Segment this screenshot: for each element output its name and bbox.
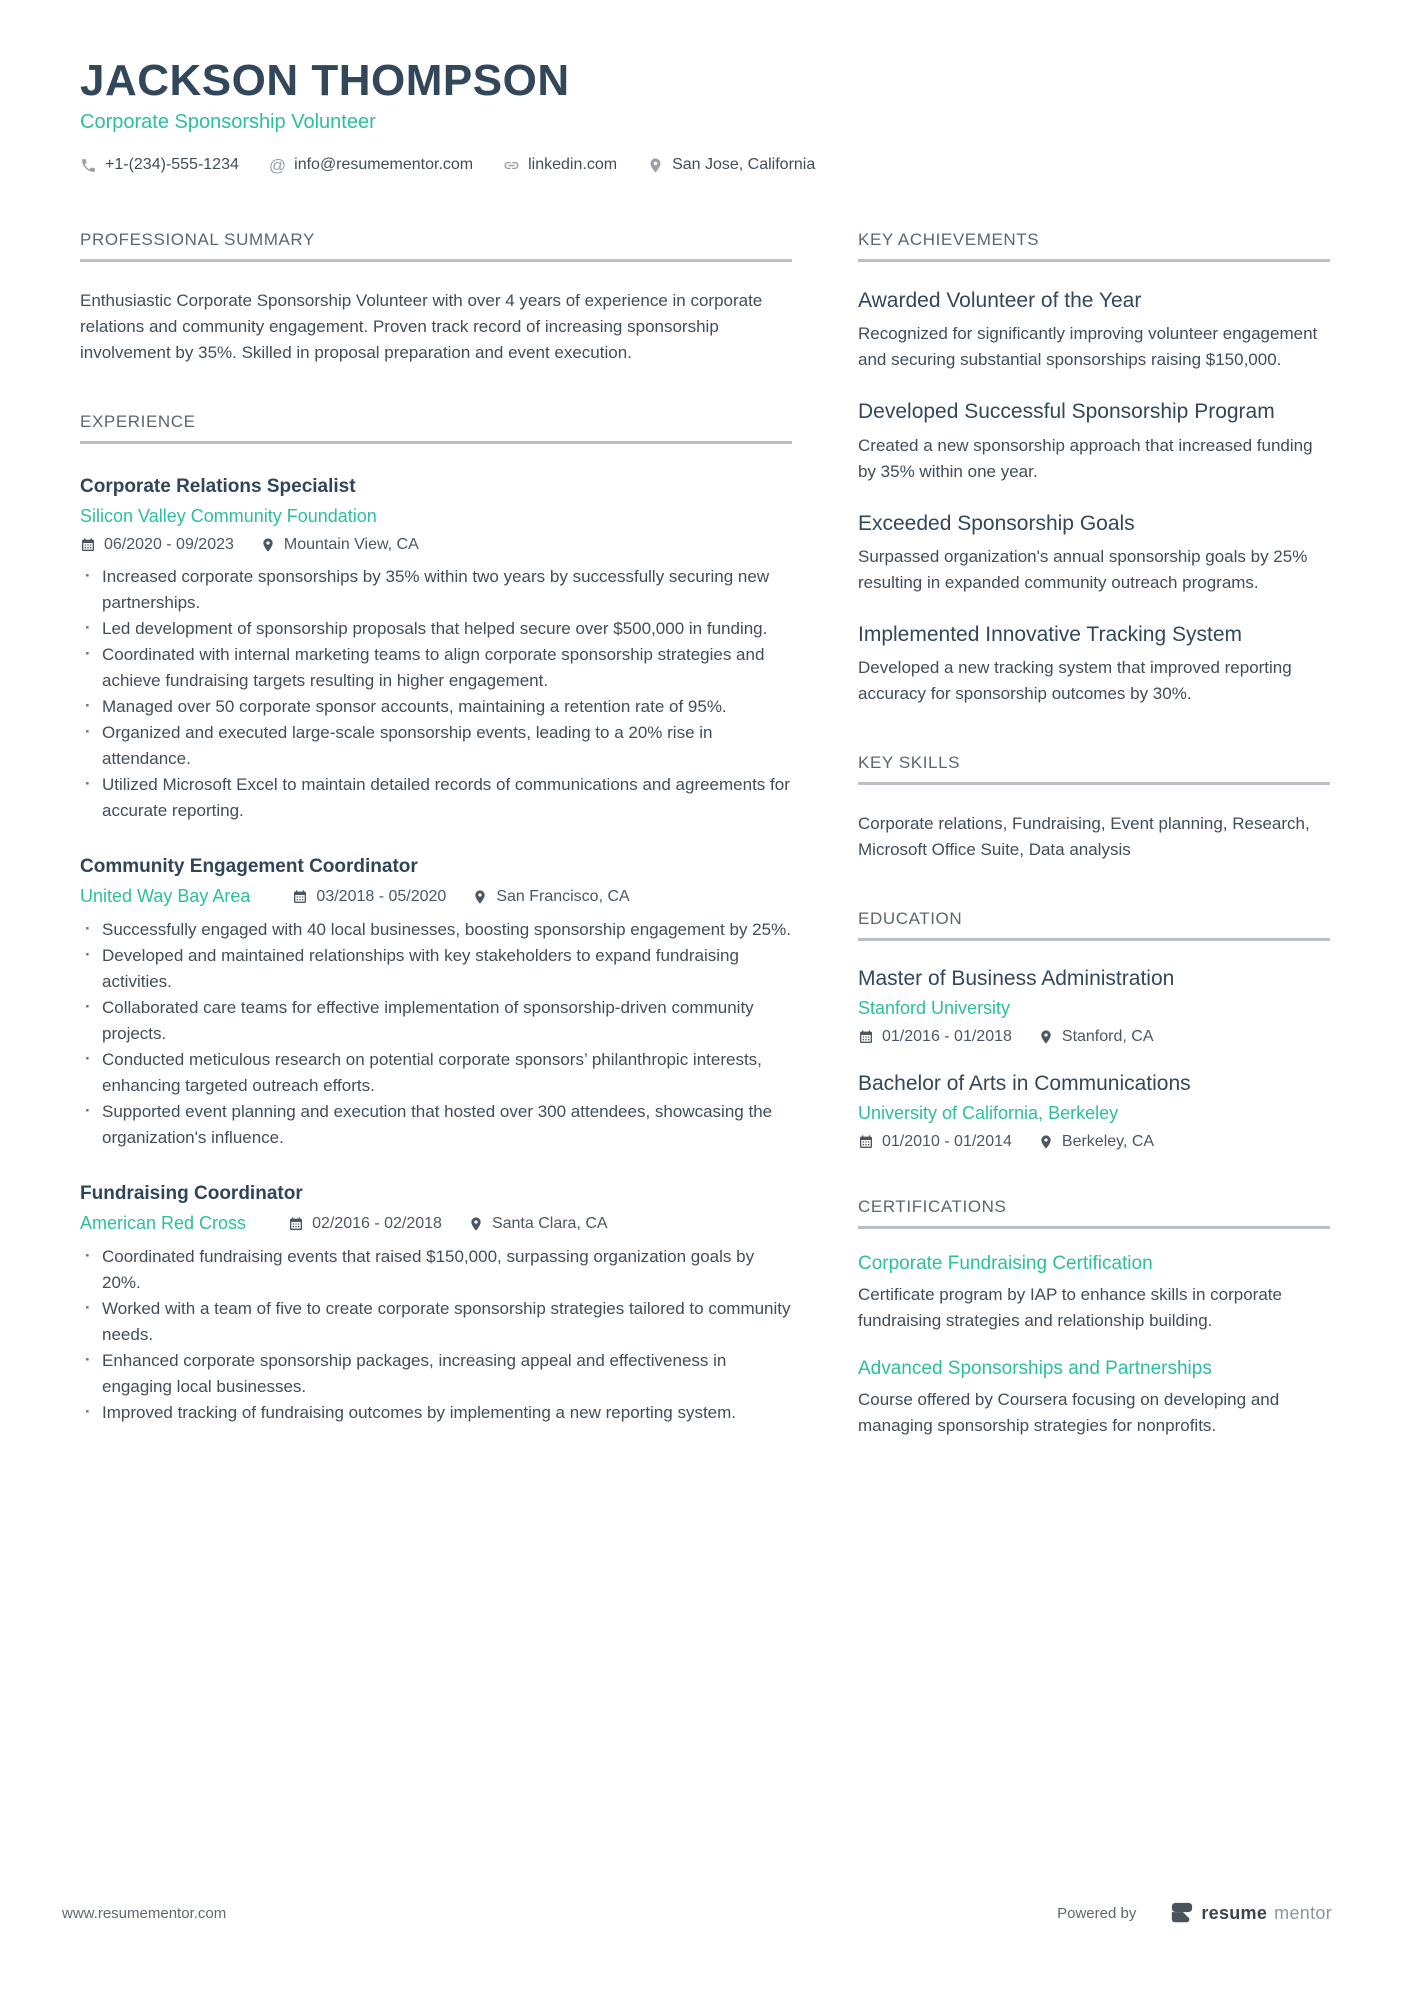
bullet-item: · Managed over 50 corporate sponsor accounts, maintaining a retention rate of 95%. (80, 694, 792, 720)
logo-text-resume: resume (1201, 1902, 1268, 1923)
bullet-item: · Developed and maintained relationships with key stakeholders to expand fundraising activities. (80, 943, 792, 995)
calendar-icon (292, 889, 308, 905)
achievement-title: Awarded Volunteer of the Year (858, 289, 1142, 313)
degree-dates-text: 01/2010 - 01/2014 (882, 1133, 1012, 1151)
degree-entry (858, 967, 1330, 1046)
degree-dates-text: 01/2016 - 01/2018 (882, 1028, 1012, 1046)
degree-location-text: Stanford, CA (1061, 1028, 1154, 1046)
achievement-title: Developed Successful Sponsorship Program (858, 400, 1275, 424)
powered-by-label: Powered by (1057, 1904, 1137, 1922)
job-title: Fundraising Coordinator (80, 1183, 303, 1205)
degree-school: University of California, Berkeley (858, 1103, 1119, 1124)
degree-meta (858, 1133, 1330, 1151)
bullet-item: · Collaborated care teams for effective implementation of sponsorship-driven community projects. (80, 995, 792, 1047)
job-location-text: Santa Clara, CA (491, 1214, 608, 1232)
at-icon: @ (268, 155, 287, 175)
job-location (472, 888, 629, 906)
section-education (858, 909, 1330, 1151)
summary-text: Enthusiastic Corporate Sponsorship Volunteer with over 4 years of experience in corporate relations and community engagement. Proven track record of increasing sponsorship involvement by 35%. Skilled in proposal preparation and event execution. (80, 291, 763, 363)
job-location (468, 1215, 608, 1233)
contact-location-text: San Jose, California (672, 156, 816, 174)
job-dates-text: 02/2016 - 02/2018 (312, 1214, 442, 1232)
degree-location (1038, 1028, 1154, 1046)
section-certifications (858, 1197, 1330, 1439)
job-bullets (80, 1244, 792, 1426)
pin-icon (472, 889, 488, 905)
contact-email[interactable] (269, 156, 473, 174)
achievement-title: Exceeded Sponsorship Goals (858, 511, 1135, 535)
job-company: American Red Cross (80, 1213, 247, 1234)
job-entry (80, 856, 792, 1151)
achievement-item (858, 621, 1330, 707)
bullet-item: · Coordinated with internal marketing teams to align corporate sponsorship strategies and achieve fundraising targets resulting in higher engagement. (80, 642, 792, 694)
achievement-text: Surpassed organization's annual sponsorship goals by 25% resulting in expanded community outreach programs. (858, 547, 1308, 593)
certification-text: Course offered by Coursera focusing on developing and managing sponsorship strategies for nonprofits. (858, 1390, 1280, 1436)
bullet-item: · Utilized Microsoft Excel to maintain detailed records of communications and agreements for accurate reporting. (80, 772, 792, 824)
job-dates (288, 1215, 442, 1233)
degree-entry (858, 1072, 1330, 1151)
degree-location-text: Berkeley, CA (1061, 1133, 1155, 1151)
pin-icon (468, 1216, 484, 1232)
job-meta (292, 888, 629, 906)
logo-mark-icon (1170, 1901, 1194, 1925)
certification-item (858, 1358, 1330, 1439)
job-entry (80, 1183, 792, 1426)
calendar-icon (80, 537, 96, 553)
degree-meta (858, 1028, 1330, 1046)
job-title: Corporate Relations Specialist (80, 476, 356, 498)
content-columns (0, 230, 1410, 1439)
certification-item (858, 1253, 1330, 1334)
certification-text: Certificate program by IAP to enhance skills in corporate fundraising strategies and relationship building. (858, 1285, 1282, 1331)
achievement-text: Developed a new tracking system that improved reporting accuracy for sponsorship outcomes by 30%. (858, 658, 1292, 704)
achievements-heading: KEY ACHIEVEMENTS (858, 230, 1330, 262)
job-entry (80, 476, 792, 824)
bullet-item: · Led development of sponsorship proposals that helped secure over $500,000 in funding. (80, 616, 792, 642)
bullet-item: · Improved tracking of fundraising outcomes by implementing a new reporting system. (80, 1400, 792, 1426)
education-heading: EDUCATION (858, 909, 1330, 941)
pin-icon (1038, 1029, 1054, 1045)
job-company: United Way Bay Area (80, 886, 251, 907)
experience-heading: EXPERIENCE (80, 412, 792, 444)
achievement-item (858, 398, 1330, 484)
bullet-item: · Coordinated fundraising events that raised $150,000, surpassing organization goals by 20%. (80, 1244, 792, 1296)
certification-title: Advanced Sponsorships and Partnerships (858, 1358, 1212, 1380)
job-title: Community Engagement Coordinator (80, 856, 418, 878)
bullet-item: · Worked with a team of five to create corporate sponsorship strategies tailored to community needs. (80, 1296, 792, 1348)
job-dates (292, 888, 446, 906)
skills-text: Corporate relations, Fundraising, Event planning, Research, Microsoft Office Suite, Data analysis (858, 814, 1310, 860)
powered-by (1057, 1901, 1332, 1925)
contact-phone (80, 156, 239, 174)
certification-title: Corporate Fundraising Certification (858, 1253, 1153, 1275)
candidate-name: JACKSON THOMPSON (80, 56, 570, 105)
footer (62, 1901, 1332, 1925)
summary-heading: PROFESSIONAL SUMMARY (80, 230, 792, 262)
footer-website-link[interactable]: www.resumementor.com (62, 1904, 227, 1922)
right-column (858, 230, 1330, 1439)
pin-icon (1038, 1134, 1054, 1150)
degree-name: Bachelor of Arts in Communications (858, 1072, 1191, 1096)
achievement-text: Recognized for significantly improving volunteer engagement and securing substantial sponsorships raising $150,000. (858, 324, 1318, 370)
degree-name: Master of Business Administration (858, 967, 1175, 991)
bullet-item: · Supported event planning and execution that hosted over 300 attendees, showcasing the organization's influence. (80, 1099, 792, 1151)
resume-header (0, 0, 1410, 174)
section-key-skills (858, 753, 1330, 863)
job-company-row (80, 1213, 792, 1234)
job-bullets (80, 564, 792, 824)
degree-location (1038, 1133, 1154, 1151)
contact-location (647, 156, 815, 174)
job-company: Silicon Valley Community Foundation (80, 506, 377, 527)
contact-row (80, 156, 1330, 174)
job-bullets (80, 917, 792, 1151)
section-experience (80, 412, 792, 1426)
bullet-item: · Conducted meticulous research on potential corporate sponsors’ philanthropic interests, enhancing targeted outreach efforts. (80, 1047, 792, 1099)
contact-linkedin[interactable] (503, 156, 617, 174)
job-meta (288, 1215, 608, 1233)
achievement-title: Implemented Innovative Tracking System (858, 623, 1243, 647)
calendar-icon (858, 1134, 874, 1150)
job-dates (80, 536, 234, 554)
degree-dates (858, 1133, 1012, 1151)
section-professional-summary (80, 230, 792, 366)
job-location (260, 536, 419, 554)
certifications-heading: CERTIFICATIONS (858, 1197, 1330, 1229)
link-icon (503, 157, 520, 174)
degree-dates (858, 1028, 1012, 1046)
contact-email-text: info@resumementor.com (294, 156, 474, 174)
section-key-achievements (858, 230, 1330, 707)
calendar-icon (858, 1029, 874, 1045)
job-dates-text: 06/2020 - 09/2023 (104, 536, 234, 554)
brand-logo[interactable] (1170, 1901, 1332, 1925)
bullet-item: · Increased corporate sponsorships by 35% within two years by successfully securing new partnerships. (80, 564, 792, 616)
pin-icon (260, 537, 276, 553)
skills-heading: KEY SKILLS (858, 753, 1330, 785)
bullet-item: · Organized and executed large-scale sponsorship events, leading to a 20% rise in attendance. (80, 720, 792, 772)
achievement-item (858, 287, 1330, 373)
bullet-item: · Successfully engaged with 40 local businesses, boosting sponsorship engagement by 25%. (80, 917, 792, 943)
job-meta (80, 536, 792, 554)
candidate-job-title: Corporate Sponsorship Volunteer (80, 111, 376, 134)
contact-phone-text: +1-(234)-555-1234 (105, 156, 239, 174)
job-company-row (80, 886, 792, 907)
achievement-text: Created a new sponsorship approach that increased funding by 35% within one year. (858, 435, 1313, 481)
achievement-item (858, 510, 1330, 596)
job-dates-text: 03/2018 - 05/2020 (316, 887, 447, 905)
job-location-text: San Francisco, CA (496, 887, 630, 905)
job-location-text: Mountain View, CA (283, 536, 419, 554)
pin-icon (647, 157, 664, 174)
logo-text-mentor: mentor (1274, 1902, 1332, 1923)
left-column (80, 230, 792, 1439)
bullet-item: · Enhanced corporate sponsorship packages, increasing appeal and effectiveness in engaging local businesses. (80, 1348, 792, 1400)
contact-linkedin-text: linkedin.com (528, 156, 618, 174)
calendar-icon (288, 1216, 304, 1232)
phone-icon (80, 157, 97, 174)
degree-school: Stanford University (858, 998, 1011, 1019)
